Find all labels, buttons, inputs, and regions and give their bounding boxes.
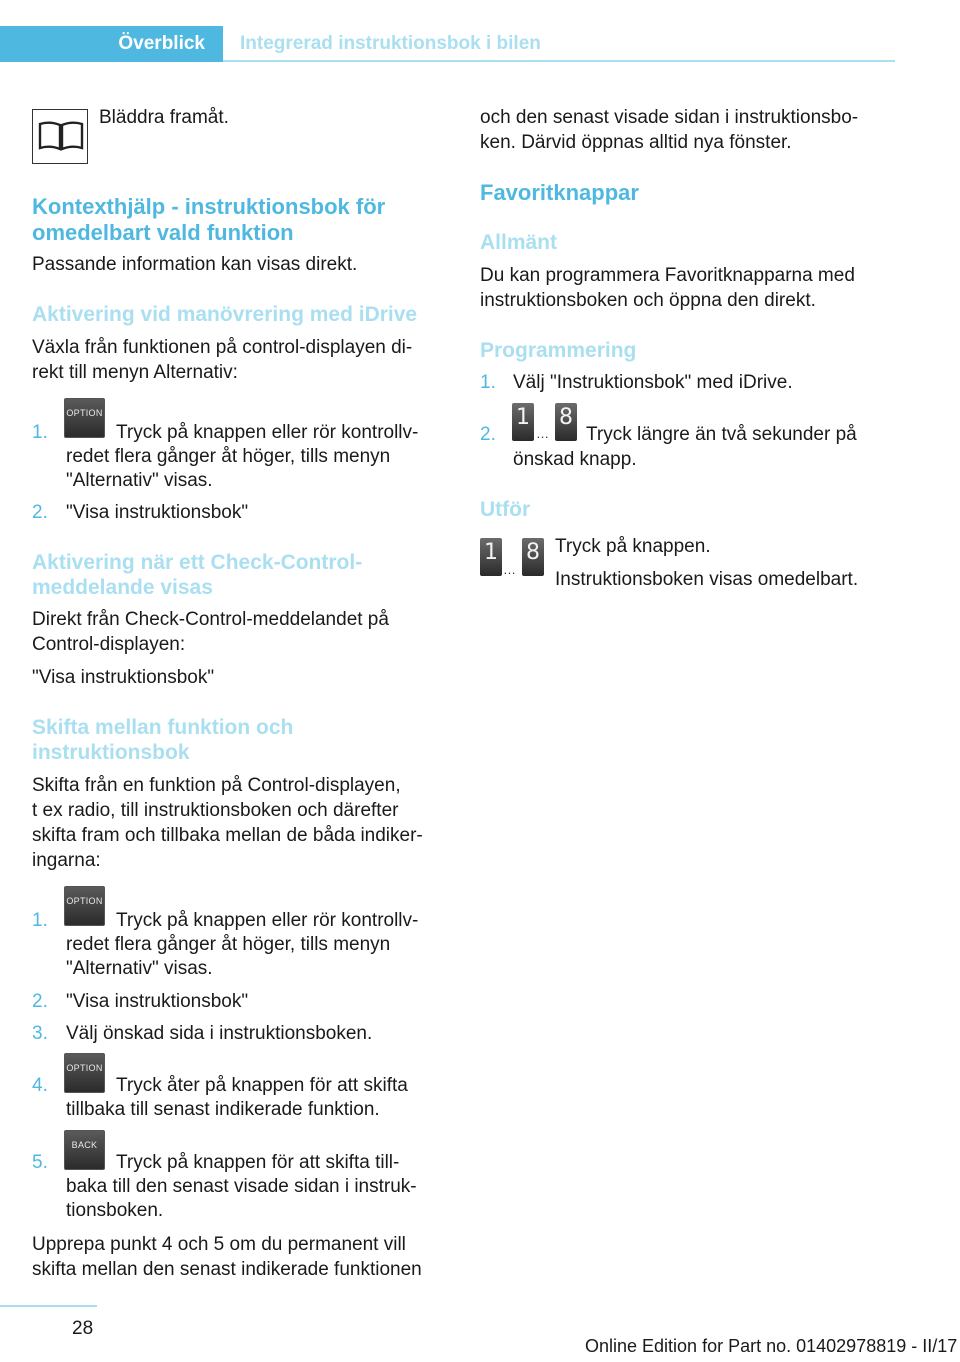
option-icon-label: OPTION [66, 1063, 103, 1073]
list-number: 5. [32, 1152, 48, 1173]
favorite-key-8-icon: 8 [522, 538, 544, 576]
context-help-text: Passande information kan visas direkt. [32, 254, 358, 275]
back-icon-label: BACK [71, 1140, 98, 1150]
execute-text-line2: Instruktionsboken visas omedelbart. [555, 569, 859, 590]
heading-context-help-line2: omedelbart vald funktion [32, 220, 294, 245]
list-number: 1. [32, 910, 48, 931]
list-number: 2. [32, 502, 48, 523]
list-number: 1. [32, 422, 48, 443]
list-item-text: "Visa instruktionsbok" [66, 502, 249, 523]
list-item-text: "Visa instruktionsbok" [66, 991, 249, 1012]
edition-text: Online Edition for Part no. 01402978819 - II/17 [585, 1336, 958, 1356]
check-control-text-line2: Control-displayen: [32, 634, 186, 655]
switch-text-line2: t ex radio, till instruktionsboken och därefter [32, 800, 399, 821]
repeat-text-line1: Upprepa punkt 4 och 5 om du permanent vill [32, 1234, 406, 1255]
option-icon-label: OPTION [66, 896, 103, 906]
check-control-text-line1: Direkt från Check-Control-meddelandet på [32, 609, 389, 630]
favorite-key-8-icon: 8 [555, 403, 577, 441]
switch-text-line4: ingarna: [32, 850, 101, 871]
execute-text-line1: Tryck på knappen. [555, 536, 711, 557]
book-icon [32, 109, 88, 164]
list-item-text: Tryck åter på knappen för att skifta [116, 1075, 408, 1096]
ellipsis-icon: … [536, 426, 549, 441]
idrive-text-line2: rekt till menyn Alternativ: [32, 362, 238, 383]
option-button-icon [64, 398, 105, 438]
page-number: 28 [72, 1318, 94, 1339]
list-item-text: tillbaka till senast indikerade funktion. [66, 1099, 380, 1120]
option-button-icon [64, 886, 105, 926]
back-button-icon [64, 1130, 105, 1170]
list-number: 2. [480, 424, 496, 445]
list-number: 3. [32, 1023, 48, 1044]
continued-text-line2: ken. Därvid öppnas alltid nya fönster. [480, 132, 792, 153]
list-number: 4. [32, 1075, 48, 1096]
list-item-text: tionsboken. [66, 1200, 164, 1221]
list-number: 2. [32, 991, 48, 1012]
header-chapter-label: Integrerad instruktionsbok i bilen [240, 33, 541, 54]
heading-context-help-line1: Kontexthjälp - instruktionsbok för [32, 194, 386, 219]
heading-general: Allmänt [480, 231, 558, 254]
list-item-text: "Alternativ" visas. [66, 958, 213, 979]
list-item-text: redet flera gånger åt höger, tills menyn [66, 934, 391, 955]
header-section-tab [0, 26, 223, 62]
switch-text-line3: skifta fram och tillbaka mellan de båda indiker- [32, 825, 423, 846]
general-text-line2: instruktionsboken och öppna den direkt. [480, 290, 816, 311]
heading-switch-line2: instruktionsbok [32, 741, 190, 764]
ellipsis-icon: … [503, 562, 516, 577]
footer-rule [0, 1305, 97, 1307]
list-item-text: Tryck på knappen eller rör kontrollv- [116, 910, 419, 931]
list-item-text: "Alternativ" visas. [66, 470, 213, 491]
option-icon-label: OPTION [66, 408, 103, 418]
repeat-text-line2: skifta mellan den senast indikerade funktionen [32, 1259, 422, 1280]
heading-check-control-line2: meddelande visas [32, 576, 213, 599]
list-item-text: önskad knapp. [513, 449, 637, 470]
idrive-text-line1: Växla från funktionen på control-displayen di- [32, 337, 413, 358]
heading-programming: Programmering [480, 339, 637, 362]
option-button-icon [64, 1053, 105, 1093]
list-item-text: Tryck på knappen eller rör kontrollv- [116, 422, 419, 443]
heading-execute: Utför [480, 498, 531, 521]
switch-text-line1: Skifta från en funktion på Control-displayen, [32, 775, 401, 796]
check-control-text-line3: "Visa instruktionsbok" [32, 667, 215, 688]
favorite-key-1-icon: 1 [480, 538, 502, 576]
list-item-text: redet flera gånger åt höger, tills menyn [66, 446, 391, 467]
heading-favorites: Favoritknappar [480, 180, 639, 205]
list-item-text: Tryck längre än två sekunder på [586, 424, 857, 445]
favorite-key-1-icon: 1 [512, 403, 534, 441]
heading-check-control-line1: Aktivering när ett Check-Control- [32, 551, 363, 574]
list-item-text: Tryck på knappen för att skifta till- [116, 1152, 400, 1173]
list-item-text: Välj "Instruktionsbok" med iDrive. [513, 372, 793, 393]
continued-text-line1: och den senast visade sidan i instruktionsbo- [480, 107, 859, 128]
list-item-text: Välj önskad sida i instruktionsboken. [66, 1023, 373, 1044]
heading-switch-line1: Skifta mellan funktion och [32, 716, 294, 739]
list-number: 1. [480, 372, 496, 393]
heading-idrive: Aktivering vid manövrering med iDrive [32, 303, 418, 326]
browse-forward-text: Bläddra framåt. [99, 107, 229, 128]
general-text-line1: Du kan programmera Favoritknapparna med [480, 265, 855, 286]
list-item-text: baka till den senast visade sidan i instruk- [66, 1176, 417, 1197]
header-section-label: Överblick [118, 33, 205, 54]
